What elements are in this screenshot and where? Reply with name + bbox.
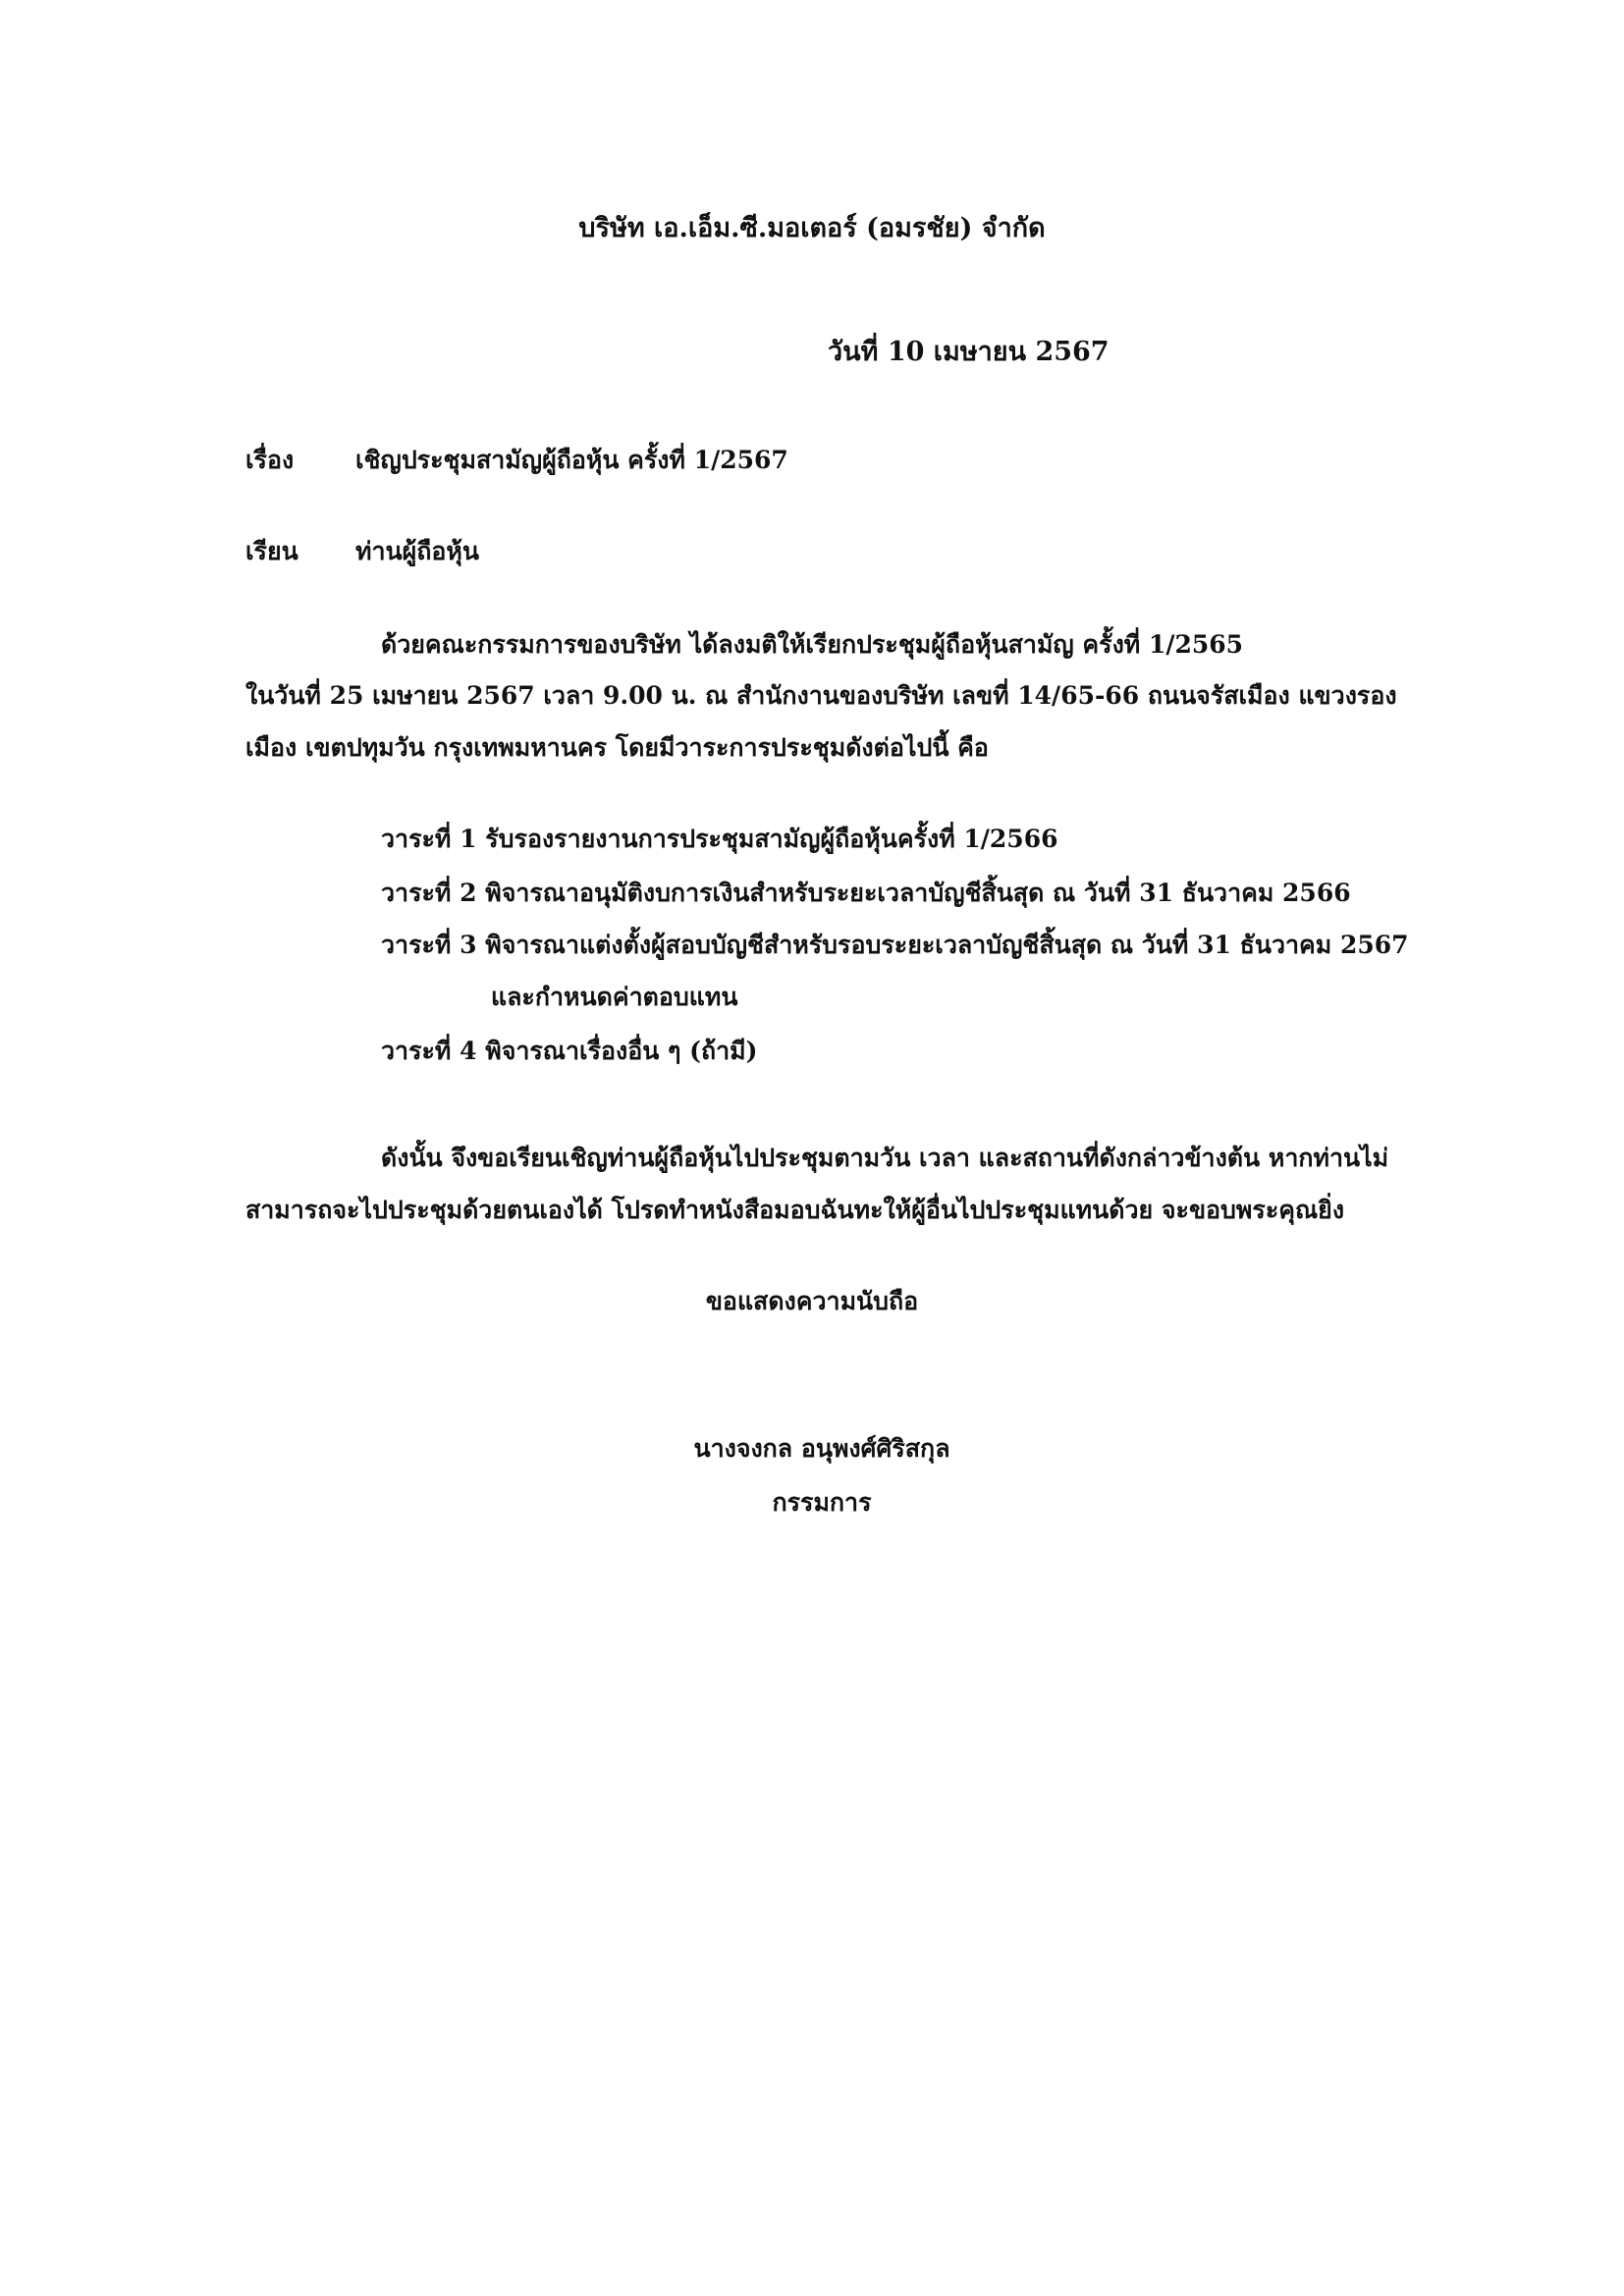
agenda-item-2: วาระที่ 2 พิจารณาอนุมัติงบการเงินสำหรับระยะเวลาบัญชีสิ้นสุด ณ วันที่ 31 ธันวาคม 2566 [381, 879, 1351, 907]
agenda-item-3-continuation: และกำหนดค่าตอบแทน [491, 983, 738, 1011]
subject-label: เรื่อง [245, 446, 295, 474]
paragraph2-line1: ดังนั้น จึงขอเรียนเชิญท่านผู้ถือหุ้นไปประชุมตามวัน เวลา และสถานที่ดังกล่าวข้างต้น หากท่านไม่ [381, 1144, 1389, 1172]
agenda-item-1: วาระที่ 1 รับรองรายงานการประชุมสามัญผู้ถือหุ้นครั้งที่ 1/2566 [381, 825, 1058, 853]
company-title: บริษัท เอ.เอ็ม.ซี.มอเตอร์ (อมรชัย) จำกัด [578, 213, 1046, 243]
paragraph1-line3: เมือง เขตปทุมวัน กรุงเทพมหานคร โดยมีวาระการประชุมดังต่อไปนี้ คือ [245, 733, 989, 762]
letter-date: วันที่ 10 เมษายน 2567 [828, 337, 1110, 367]
paragraph2-line2: สามารถจะไปประชุมด้วยตนเองได้ โปรดทำหนังสือมอบฉันทะให้ผู้อื่นไปประชุมแทนด้วย จะขอบพระคุณยิ่ง [245, 1196, 1345, 1224]
signer-name: นางจงกล อนุพงศ์ศิริสกุล [693, 1434, 950, 1463]
agenda-item-3: วาระที่ 3 พิจารณาแต่งตั้งผู้สอบบัญชีสำหรับรอบระยะเวลาบัญชีสิ้นสุด ณ วันที่ 31 ธันวาคม 2567 [381, 931, 1409, 959]
paragraph1-line1: ด้วยคณะกรรมการของบริษัท ได้ลงมติให้เรียกประชุมผู้ถือหุ้นสามัญ ครั้งที่ 1/2565 [381, 630, 1244, 659]
recipient-text: ท่านผู้ถือหุ้น [355, 537, 479, 565]
subject-text: เชิญประชุมสามัญผู้ถือหุ้น ครั้งที่ 1/2567 [355, 446, 788, 474]
agenda-item-4: วาระที่ 4 พิจารณาเรื่องอื่น ๆ (ถ้ามี) [381, 1037, 758, 1065]
closing-phrase: ขอแสดงความนับถือ [705, 1287, 919, 1315]
signer-position: กรรมการ [772, 1488, 872, 1517]
recipient-label: เรียน [245, 537, 298, 565]
paragraph1-line2: ในวันที่ 25 เมษายน 2567 เวลา 9.00 น. ณ สำนักงานของบริษัท เลขที่ 14/65-66 ถนนจรัสเมือง แขวงรอง [245, 681, 1397, 710]
